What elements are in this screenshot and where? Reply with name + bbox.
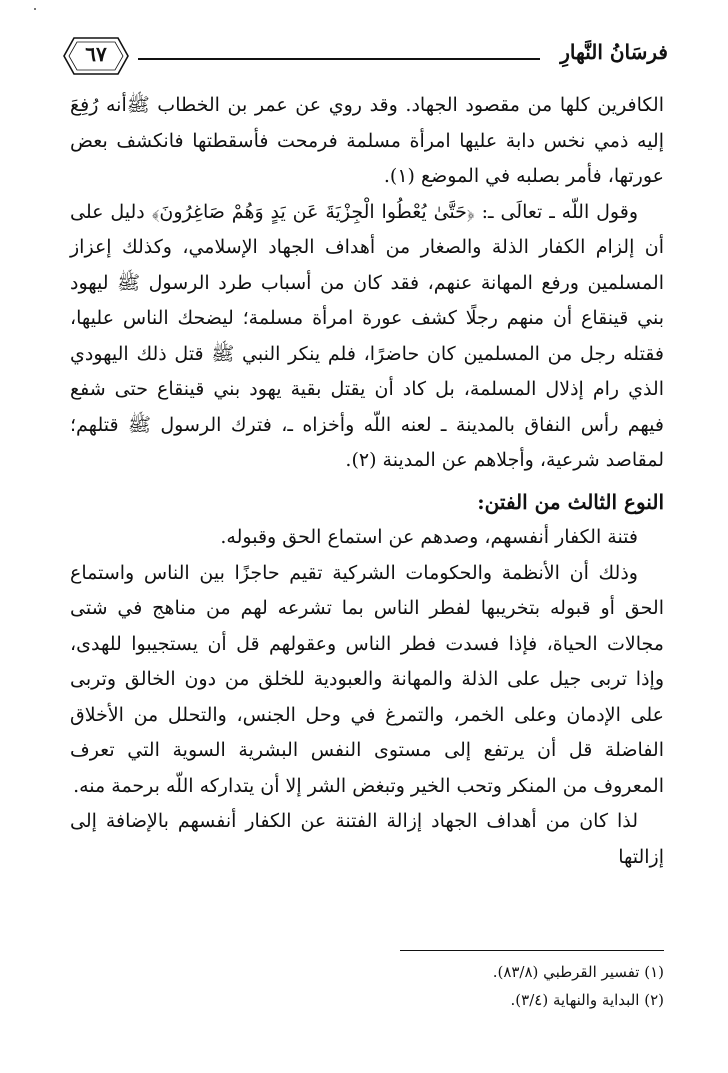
page-number-badge [60,34,132,78]
header-rule [138,58,540,60]
footnote-1: (١) تفسير القرطبي (٨٣/٨). [492,963,664,981]
section-heading: النوع الثالث من الفتن: [477,489,664,514]
body-text [70,88,664,875]
footnote-2: (٢) البداية والنهاية (٣/٤). [510,991,664,1009]
paragraph-2: وقول اللّه ـ تعالَى ـ: ﴿حَتَّىٰ يُعْطُوا الْجِزْيَةَ عَن يَدٍ وَهُمْ صَاغِرُونَ﴾ دليل على أن إلزام الكفار الذلة والصغار من أهداف الجهاد الإسلامي، وكذلك إعزاز المسلمين ورفع المهانة عنهم، فقد كان من أسباب طرد الرسول ﷺ ليهود بني قينقاع أن منهم رجلًا كشف عورة امرأة مسلمة؛ ليضحك الناس عليها، فقتله رجل من المسلمين كان حاضرًا، فلم ينكر النبي ﷺ قتل ذلك اليهودي الذي رام إذلال المسلمة، بل كاد أن يقتل بقية يهود بني قينقاع حتى شفع فيهم رأس النفاق بالمدينة ـ لعنه اللّه وأخزاه ـ، فترك الرسول ﷺ قتلهم؛ لمقاصد شرعية، وأجلاهم عن المدينة (٢). [70,200,664,471]
footnotes [70,958,664,1014]
paragraph-1: الكافرين كلها من مقصود الجهاد. وقد روي عن عمر بن الخطاب ﷺأنه رُفِعَ إليه ذمي نخس دابة عليها امرأة مسلمة فرمحت فأسقطتها فانكشف بعض عورتها، فأمر بصلبه في الموضع (١). [70,94,664,187]
page-number: ٦٧ [85,42,107,66]
paragraph-3: فتنة الكفار أنفسهم، وصدهم عن استماع الحق وقبوله. [220,526,638,548]
page-title: فرسَانُ النَّهارِ [560,40,668,64]
footnote-rule [400,950,664,951]
paragraph-5: لذا كان من أهداف الجهاد إزالة الفتنة عن الكفار أنفسهم بالإضافة إلى إزالتها [70,810,664,868]
paragraph-4: وذلك أن الأنظمة والحكومات الشركية تقيم حاجزًا بين الناس واستماع الحق أو قبوله بتخريبها لفطر الناس بما تشرعه لهم من مناهج في شتى مجالات الحياة، فإذا فسدت فطر الناس وعقولهم قل أن يستجيبوا للهدى، وإذا تربى جيل على الذلة والمهانة والعبودية للخلق من دون الخالق وتربى على الإدمان وعلى الخمر، والتمرغ في وحل الجنس، والتحلل من الأخلاق الفاضلة قل أن يرتفع إلى مستوى النفس البشرية السوية التي تعرف المعروف من المنكر وتحب الخير وتبغض الشر إلا أن يتداركه اللّه برحمة منه. [70,561,664,797]
scan-mark [34,8,36,10]
page-header [60,34,668,80]
